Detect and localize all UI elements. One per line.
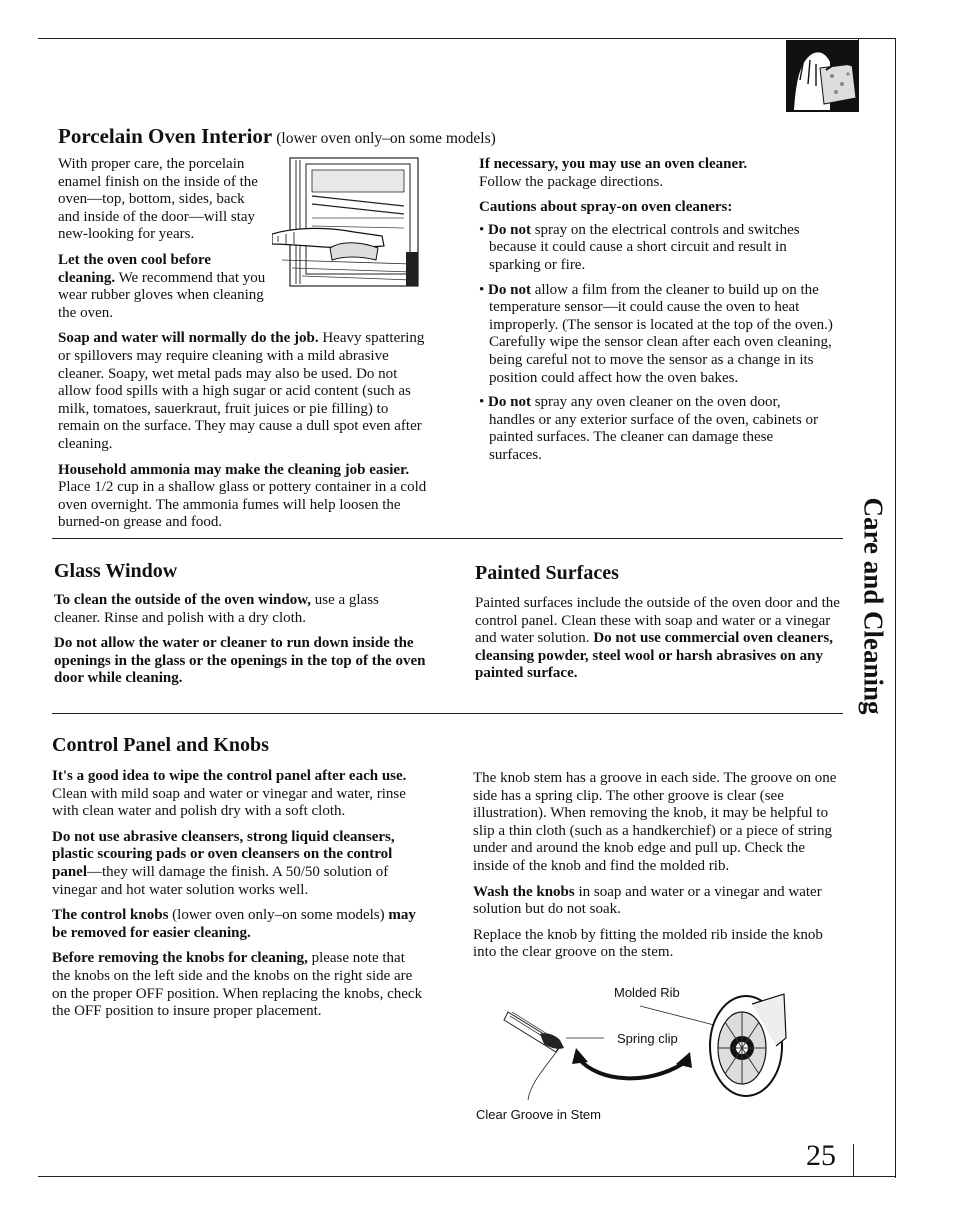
knob-stem-para: The knob stem has a groove in each side. The groove on one side has a spring clip. The other groove is clear (see illustration). When removing the knob, it may be helpful to slip a thin cloth (such as a handkerchief) or a piece of string under and around the knob edge and pull up. Check the inside of the knob and find the molded rib.: [473, 770, 837, 874]
caution-heading: Cautions about spray-on oven cleaners:: [479, 199, 733, 216]
glass-window-section: [54, 592, 426, 688]
control-panel-heading: Control Panel and Knobs: [52, 734, 269, 756]
control-before-para: Before removing the knobs for cleaning, please note that the knobs on the left side and the knobs on the right side are on the proper OFF position. When replacing the knobs, check the OFF position to insure proper placement.: [52, 950, 423, 1020]
glass-window-heading: Glass Window: [54, 560, 178, 582]
section-title-row: [58, 124, 496, 149]
page-title: Porcelain Oven Interior: [58, 124, 273, 148]
control-abrasive-para: Do not use abrasive cleansers, strong liquid cleansers, plastic scouring pads or oven cleansers on the control panel—they will damage the finish. A 50/50 solution of vinegar and hot water solution works well.: [52, 828, 395, 898]
painted-surfaces-heading: Painted Surfaces: [475, 562, 619, 584]
care-cleaning-side-tab: [851, 488, 895, 724]
knob-wash-para: Wash the knobs in soap and water or a vinegar and water solution but do not soak.: [473, 883, 822, 918]
label-spring-clip: Spring clip: [617, 1031, 678, 1046]
sponge-hand-icon: [786, 40, 859, 112]
bottom-rule: [38, 1176, 896, 1177]
knob-column: [473, 770, 838, 962]
caution-bullet-sensor: • Do not allow a film from the cleaner to build up on the temperature sensor—it could cause the oven to heat improperly. (The sensor is located at the top of the oven.) Carefully wipe the sensor clean after each oven cleaning, being careful not to move the sensor as a change in its position could affect how the oven bakes.: [479, 281, 833, 386]
porcelain-ammonia-para: Household ammonia may make the cleaning job easier. Place 1/2 cup in a shallow glass or pottery container in a cold oven overnight. The ammonia fumes will help loosen the burned-on grease and food.: [58, 461, 427, 531]
caution-bullet-exterior: • Do not spray any oven cleaner on the oven door, handles or any exterior surface of the oven, cabinets or painted surfaces. The cleaner can damage these surfaces.: [479, 394, 819, 463]
page-title-note: (lower oven only–on some models): [276, 130, 496, 147]
porcelain-intro: With proper care, the porcelain enamel finish on the inside of the oven—top, bottom, sides, back and inside of the door—will stay new-looking for years.: [58, 156, 258, 243]
page-number-rule: [853, 1144, 854, 1177]
painted-surfaces-section: [475, 595, 840, 683]
oven-cleaner-intro: If necessary, you may use an oven cleaner. Follow the package directions.: [479, 156, 748, 190]
control-knobs-para: The control knobs (lower oven only–on some models) may be removed for easier cleaning.: [52, 907, 416, 941]
divider-2: [52, 713, 843, 714]
divider-1: [52, 538, 843, 539]
label-molded-rib: Molded Rib: [614, 985, 680, 1000]
caution-bullet-controls: • Do not spray on the electrical controls and switches because it could cause a short circuit and result in sparking or fire.: [479, 221, 800, 273]
oven-interior-illustration: [272, 156, 424, 290]
porcelain-cool-para: Let the oven cool before cleaning. We recommend that you wear rubber gloves when cleaning the oven.: [58, 251, 266, 321]
glass-clean-para: To clean the outside of the oven window, use a glass cleaner. Rinse and polish with a dry cloth.: [54, 592, 379, 626]
glass-warning-para: Do not allow the water or cleaner to run down inside the openings in the glass or the openings in the top of the oven door while cleaning.: [54, 635, 426, 687]
side-tab-label: Care and Cleaning: [858, 497, 889, 715]
painted-para: Painted surfaces include the outside of the oven door and the control panel. Clean these with soap and water or a vinegar and water solution. Do not use commercial oven cleaners, cleansing powder, steel wool or harsh abrasives on any painted surface.: [475, 595, 840, 682]
top-rule: [38, 38, 896, 39]
knob-replace-para: Replace the knob by fitting the molded rib inside the knob into the clear groove on the stem.: [473, 926, 823, 961]
control-wipe-para: It's a good idea to wipe the control panel after each use. Clean with mild soap and water or vinegar and water, rinse with clean water and polish dry with a soft cloth.: [52, 768, 407, 820]
control-panel-section: [52, 768, 424, 1021]
right-frame-rule: [895, 38, 896, 1178]
oven-cleaner-column: [479, 156, 841, 465]
page-number: 25: [806, 1139, 836, 1172]
label-clear-groove: Clear Groove in Stem: [476, 1107, 601, 1122]
porcelain-soap-para: Soap and water will normally do the job. Heavy spattering or spillovers may require cleaning with a mild abrasive cleaner. Soapy, wet metal pads may also be used. Do not allow food spills with a high sugar or acid content (such as milk, tomatoes, sauerkraut, fruit juices or pie filling) to remain on the surface. They may cause a dull spot even after cleaning.: [58, 330, 425, 452]
